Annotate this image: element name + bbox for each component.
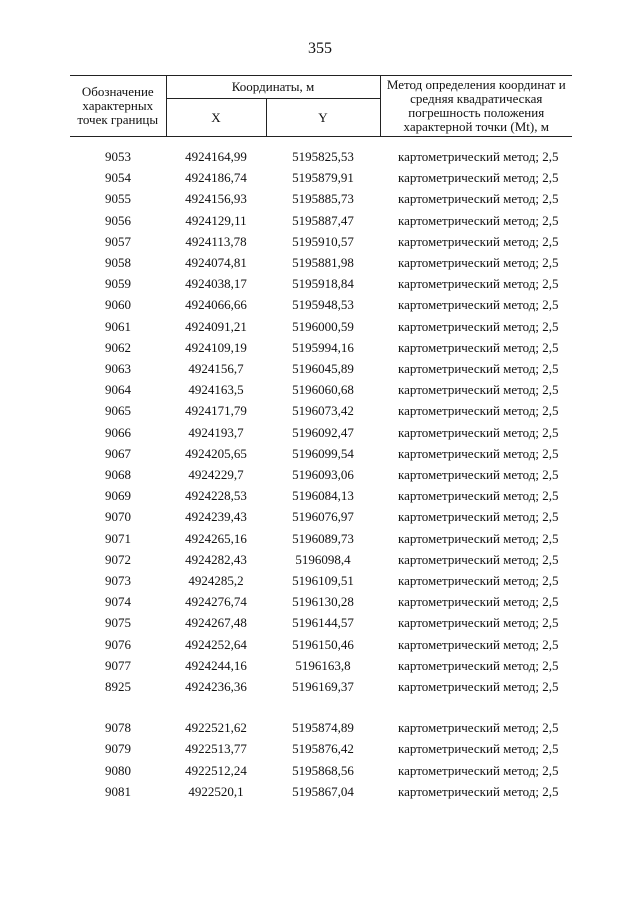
cell-method: картометрический метод; 2,5	[398, 783, 559, 799]
cell-y: 5196099,54	[292, 445, 354, 461]
cell-method: картометрический метод; 2,5	[398, 361, 559, 377]
cell-method: картометрический метод; 2,5	[398, 424, 559, 440]
cell-y: 5196076,97	[292, 509, 354, 525]
cell-y: 5196169,37	[292, 679, 354, 695]
cell-point: 9057	[105, 233, 131, 249]
spacer-row	[70, 137, 572, 147]
table-row	[70, 400, 572, 421]
cell-x: 4924066,66	[185, 297, 247, 313]
cell-x: 4922513,77	[185, 741, 247, 757]
cell-method: картометрический метод; 2,5	[398, 318, 559, 334]
cell-x: 4924164,99	[185, 149, 247, 164]
cell-x: 4924113,78	[185, 233, 247, 249]
table-row	[70, 443, 572, 464]
cell-y: 5195825,53	[292, 149, 354, 164]
cell-method: картометрический метод; 2,5	[398, 467, 559, 483]
cell-point: 9068	[105, 467, 131, 483]
cell-x: 4922512,24	[185, 762, 247, 778]
cell-x: 4924276,74	[185, 594, 247, 610]
cell-x: 4924038,17	[185, 276, 247, 292]
cell-point: 9073	[105, 573, 131, 589]
cell-point: 8925	[105, 679, 131, 695]
header-coordinates: Координаты, м	[166, 76, 380, 99]
cell-x: 4924265,16	[185, 530, 247, 546]
table-row	[70, 634, 572, 655]
table-row	[70, 506, 572, 527]
cell-method: картометрический метод; 2,5	[398, 149, 559, 164]
cell-point: 9079	[105, 741, 131, 757]
table-row	[70, 612, 572, 633]
cell-point: 9061	[105, 318, 131, 334]
table-row	[70, 676, 572, 697]
cell-y: 5196130,28	[292, 594, 354, 610]
table-row	[70, 252, 572, 273]
table-body	[70, 137, 572, 803]
cell-x: 4924156,7	[188, 361, 244, 377]
header-x: X	[166, 99, 266, 137]
gap-row	[70, 697, 572, 717]
cell-point: 9069	[105, 488, 131, 504]
cell-y: 5196144,57	[292, 615, 354, 631]
cell-point: 9065	[105, 403, 131, 419]
cell-point: 9076	[105, 636, 131, 652]
cell-method: картометрический метод; 2,5	[398, 594, 559, 610]
cell-y: 5195881,98	[292, 255, 354, 271]
table-row	[70, 760, 572, 781]
table-row	[70, 570, 572, 591]
table-row	[70, 358, 572, 379]
cell-y: 5196098,4	[295, 551, 351, 567]
cell-method: картометрический метод; 2,5	[398, 445, 559, 461]
cell-x: 4924156,93	[185, 191, 247, 207]
cell-method: картометрический метод; 2,5	[398, 573, 559, 589]
cell-point: 9062	[105, 339, 131, 355]
cell-point: 9070	[105, 509, 131, 525]
cell-y: 5196045,89	[292, 361, 354, 377]
spacer-cell	[70, 137, 572, 147]
table-row	[70, 273, 572, 294]
cell-y: 5196150,46	[292, 636, 354, 652]
cell-x: 4922521,62	[185, 720, 247, 736]
cell-y: 5195885,73	[292, 191, 354, 207]
cell-point: 9077	[105, 657, 131, 673]
cell-point: 9058	[105, 255, 131, 271]
table-row	[70, 528, 572, 549]
table-row	[70, 591, 572, 612]
cell-method: картометрический метод; 2,5	[398, 297, 559, 313]
cell-x: 4924091,21	[185, 318, 247, 334]
table-row	[70, 210, 572, 231]
cell-y: 5196000,59	[292, 318, 354, 334]
cell-y: 5195910,57	[292, 233, 354, 249]
cell-point: 9055	[105, 191, 131, 207]
cell-y: 5195874,89	[292, 720, 354, 736]
cell-point: 9053	[105, 149, 131, 164]
table-row	[70, 337, 572, 358]
cell-x: 4924244,16	[185, 657, 247, 673]
table-row	[70, 781, 572, 802]
table-row	[70, 738, 572, 759]
table-row	[70, 717, 572, 738]
table-row	[70, 464, 572, 485]
cell-method: картометрический метод; 2,5	[398, 551, 559, 567]
cell-y: 5196109,51	[292, 573, 354, 589]
cell-point: 9067	[105, 445, 131, 461]
cell-x: 4924074,81	[185, 255, 247, 271]
cell-point: 9081	[105, 783, 131, 799]
cell-method: картометрический метод; 2,5	[398, 657, 559, 673]
header-y: Y	[266, 99, 380, 137]
cell-method: картометрический метод; 2,5	[398, 191, 559, 207]
cell-point: 9059	[105, 276, 131, 292]
cell-point: 9080	[105, 762, 131, 778]
table-header	[70, 76, 572, 137]
cell-method: картометрический метод; 2,5	[398, 636, 559, 652]
cell-y: 5195887,47	[292, 212, 354, 228]
cell-x: 4924109,19	[185, 339, 247, 355]
table-row	[70, 231, 572, 252]
cell-x: 4924267,48	[185, 615, 247, 631]
cell-y: 5195948,53	[292, 297, 354, 313]
cell-x: 4924236,36	[185, 679, 247, 695]
cell-x: 4924129,11	[185, 212, 247, 228]
cell-point: 9063	[105, 361, 131, 377]
cell-y: 5196092,47	[292, 424, 354, 440]
table-row	[70, 316, 572, 337]
cell-method: картометрический метод; 2,5	[398, 762, 559, 778]
cell-point: 9066	[105, 424, 131, 440]
cell-method: картометрический метод; 2,5	[398, 233, 559, 249]
cell-method: картометрический метод; 2,5	[398, 509, 559, 525]
cell-x: 4924239,43	[185, 509, 247, 525]
cell-y: 5196093,06	[292, 467, 354, 483]
table-row	[70, 188, 572, 209]
cell-x: 4924282,43	[185, 551, 247, 567]
cell-x: 4924186,74	[185, 170, 247, 186]
table-row	[70, 146, 572, 167]
cell-method: картометрический метод; 2,5	[398, 339, 559, 355]
page-number: 355	[308, 40, 332, 57]
header-point-designation: Обозначение характерных точек границы	[70, 76, 166, 137]
cell-point: 9071	[105, 530, 131, 546]
cell-y: 5196084,13	[292, 488, 354, 504]
cell-x: 4924193,7	[188, 424, 244, 440]
table-row	[70, 422, 572, 443]
cell-y: 5195876,42	[292, 741, 354, 757]
cell-y: 5195994,16	[292, 339, 354, 355]
cell-y: 5195918,84	[292, 276, 354, 292]
cell-x: 4924163,5	[188, 382, 244, 398]
cell-method: картометрический метод; 2,5	[398, 403, 559, 419]
cell-x: 4924229,7	[188, 467, 244, 483]
cell-x: 4924252,64	[185, 636, 247, 652]
cell-x: 4924285,2	[188, 573, 244, 589]
table-row	[70, 167, 572, 188]
cell-point: 9064	[105, 382, 131, 398]
cell-x: 4924171,79	[185, 403, 247, 419]
cell-y: 5196089,73	[292, 530, 354, 546]
coordinates-table	[70, 75, 572, 802]
cell-method: картометрический метод; 2,5	[398, 255, 559, 271]
table-row	[70, 379, 572, 400]
cell-y: 5196060,68	[292, 382, 354, 398]
cell-point: 9078	[105, 720, 131, 736]
table-row	[70, 485, 572, 506]
gap-cell	[70, 697, 572, 717]
cell-method: картометрический метод; 2,5	[398, 679, 559, 695]
cell-point: 9075	[105, 615, 131, 631]
cell-point: 9054	[105, 170, 131, 186]
cell-x: 4922520,1	[188, 783, 244, 799]
table-row	[70, 655, 572, 676]
cell-point: 9072	[105, 551, 131, 567]
table-row	[70, 549, 572, 570]
cell-method: картометрический метод; 2,5	[398, 382, 559, 398]
cell-method: картометрический метод; 2,5	[398, 212, 559, 228]
cell-method: картометрический метод; 2,5	[398, 615, 559, 631]
cell-method: картометрический метод; 2,5	[398, 276, 559, 292]
cell-y: 5195868,56	[292, 762, 354, 778]
cell-method: картометрический метод; 2,5	[398, 720, 559, 736]
cell-y: 5195879,91	[292, 170, 354, 186]
cell-point: 9056	[105, 212, 131, 228]
cell-method: картометрический метод; 2,5	[398, 741, 559, 757]
header-method: Метод определения координат и средняя квадратическая погрешность положения характерной точки (Mt), м	[380, 76, 572, 137]
cell-y: 5195867,04	[292, 783, 354, 799]
table-row	[70, 294, 572, 315]
cell-method: картометрический метод; 2,5	[398, 170, 559, 186]
cell-method: картометрический метод; 2,5	[398, 530, 559, 546]
cell-point: 9060	[105, 297, 131, 313]
cell-x: 4924228,53	[185, 488, 247, 504]
cell-x: 4924205,65	[185, 445, 247, 461]
cell-y: 5196073,42	[292, 403, 354, 419]
cell-point: 9074	[105, 594, 131, 610]
cell-y: 5196163,8	[295, 657, 351, 673]
cell-method: картометрический метод; 2,5	[398, 488, 559, 504]
